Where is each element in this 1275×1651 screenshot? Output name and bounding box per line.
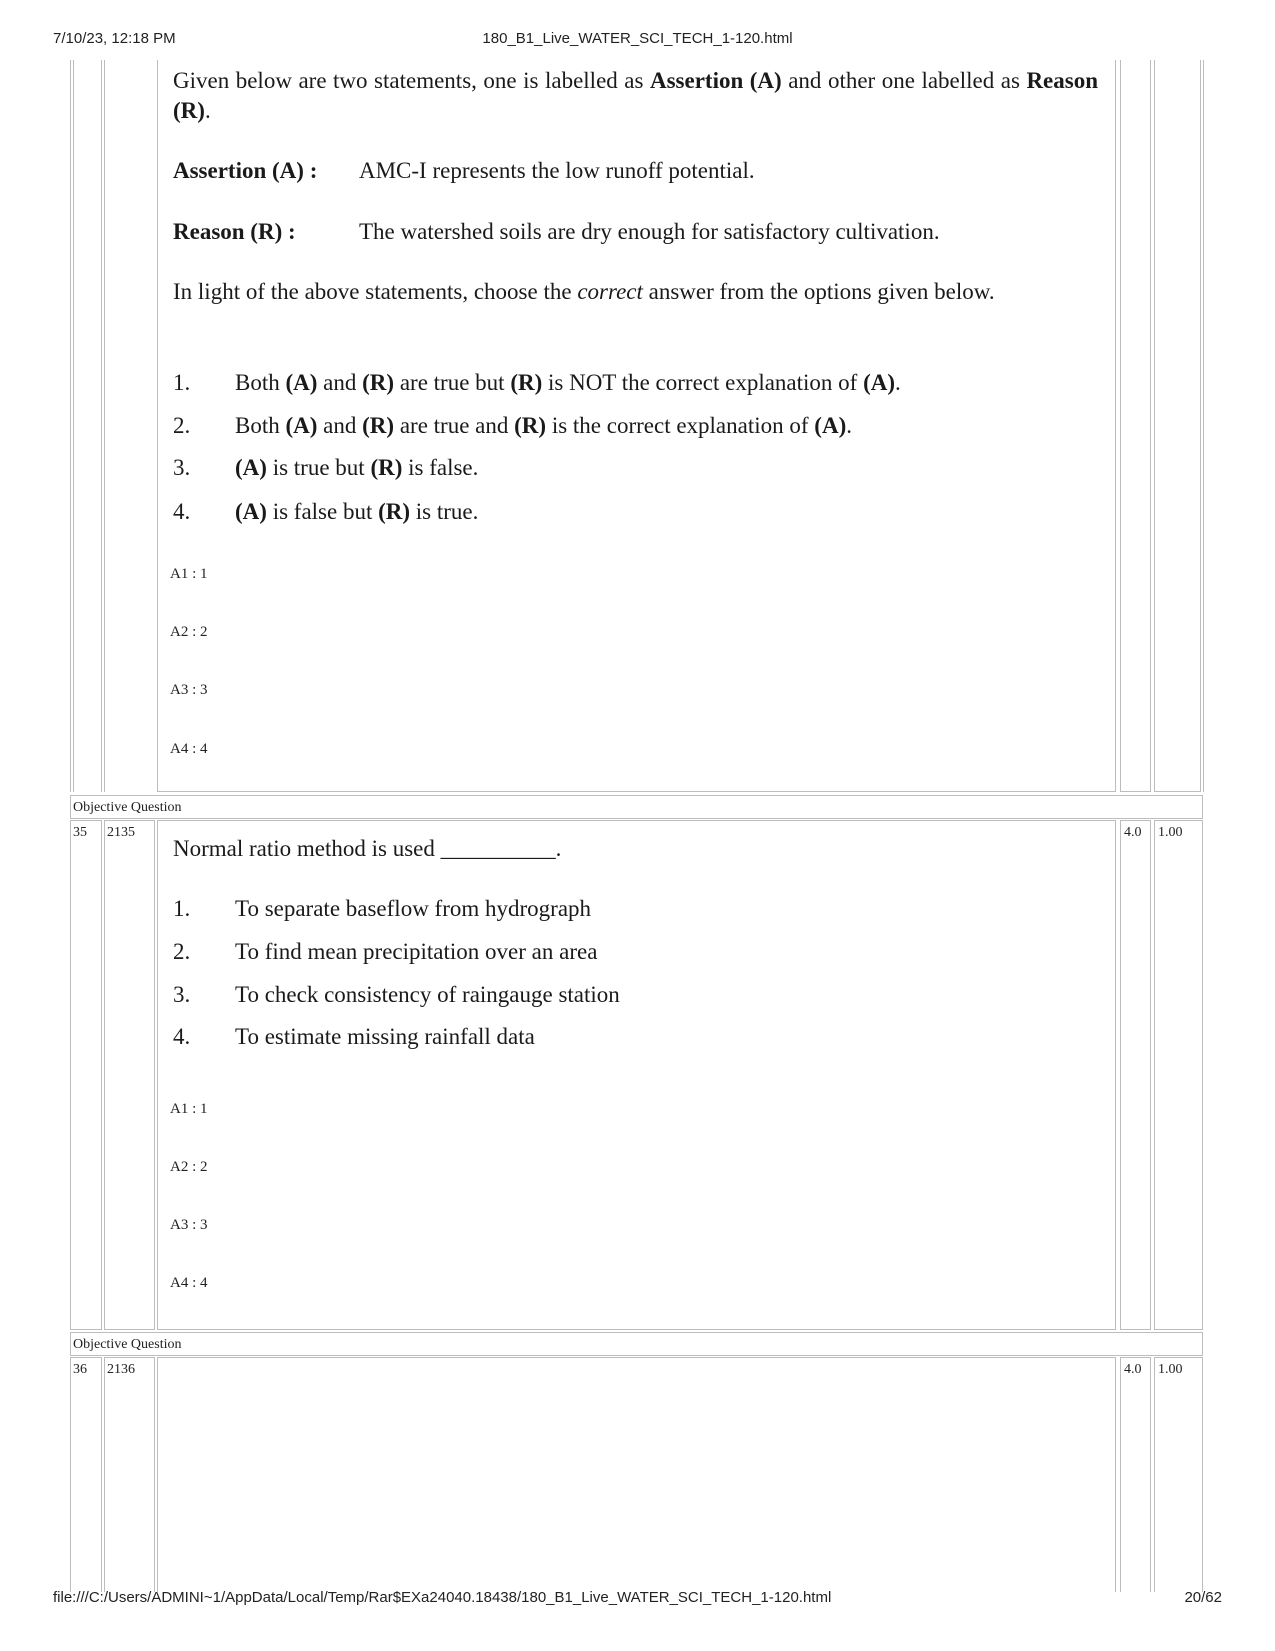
marks-value: 4.0: [1124, 1362, 1142, 1377]
reason-label: Reason (R) :: [173, 219, 296, 244]
negative-marks-cell: [1154, 820, 1203, 1330]
answer-option: A2 : 2: [170, 1159, 208, 1175]
question-id: 2135: [107, 825, 135, 840]
page-number: 20/62: [1184, 1589, 1222, 1606]
question-stem: Normal ratio method is used __________.: [173, 836, 562, 861]
print-footer: [0, 1589, 1275, 1609]
option-item: 4. (A) is false but (R) is true.: [173, 499, 479, 524]
serial-cell: [70, 1357, 102, 1592]
reason-text: The watershed soils are dry enough for satisfactory cultivation.: [359, 219, 940, 244]
marks-cell: [1120, 60, 1151, 792]
option-item: 3. (A) is true but (R) is false.: [173, 455, 479, 480]
file-path: file:///C:/Users/ADMINI~1/AppData/Local/Temp/Rar$EXa24040.18438/180_B1_Live_WATER_SCI_TECH_1-120.html: [53, 1589, 832, 1606]
option-item: 3. To check consistency of raingauge station: [173, 982, 620, 1007]
reason-statement: [173, 217, 940, 247]
question-type-label: Objective Question: [73, 800, 182, 815]
table-border: [104, 60, 105, 792]
table-border: [70, 60, 71, 792]
answer-option: A4 : 4: [170, 741, 208, 757]
serial-cell: [70, 820, 102, 1330]
negative-marks-value: 1.00: [1158, 825, 1183, 840]
table-border: [101, 60, 102, 792]
answer-option: A1 : 1: [170, 1101, 208, 1117]
assertion-statement: [173, 156, 755, 186]
option-item: 2. Both (A) and (R) are true and (R) is the correct explanation of (A).: [173, 413, 852, 438]
table-border: [73, 60, 74, 792]
answer-option: A2 : 2: [170, 624, 208, 640]
option-item: 1. To separate baseflow from hydrograph: [173, 896, 592, 921]
question-id-cell: [104, 1357, 155, 1592]
question-type-row: [70, 795, 1203, 819]
marks-value: 4.0: [1124, 825, 1142, 840]
answer-option: A4 : 4: [170, 1275, 208, 1291]
print-page-title: 180_B1_Live_WATER_SCI_TECH_1-120.html: [482, 30, 793, 47]
marks-cell: [1120, 820, 1151, 1330]
question-serial: 35: [73, 825, 87, 840]
print-datetime: 7/10/23, 12:18 PM: [53, 30, 176, 47]
question-id-cell: [104, 820, 155, 1330]
question-stem: Given below are two statements, one is labelled as Assertion (A) and other one labelled as Reason (R).: [173, 68, 1098, 123]
question-type-label: Objective Question: [73, 1337, 182, 1352]
negative-marks-cell: [1154, 1357, 1203, 1592]
option-item: 1. Both (A) and (R) are true but (R) is NOT the correct explanation of (A).: [173, 370, 901, 395]
option-item: 4. To estimate missing rainfall data: [173, 1024, 535, 1049]
answer-option: A3 : 3: [170, 1217, 208, 1233]
question-instruction: In light of the above statements, choose the correct answer from the options given below.: [173, 279, 995, 304]
question-type-row: [70, 1332, 1203, 1356]
answer-option: A3 : 3: [170, 682, 208, 698]
answer-option: A1 : 1: [170, 566, 208, 582]
question-36-cell: [157, 1357, 1116, 1592]
assertion-label: Assertion (A) :: [173, 158, 318, 183]
question-serial: 36: [73, 1362, 87, 1377]
option-item: 2. To find mean precipitation over an area: [173, 939, 598, 964]
negative-marks-cell: [1154, 60, 1201, 792]
question-id: 2136: [107, 1362, 135, 1377]
assertion-text: AMC-I represents the low runoff potential.: [359, 158, 755, 183]
marks-cell: [1120, 1357, 1151, 1592]
table-border: [1203, 60, 1204, 792]
print-header: [0, 30, 1275, 50]
negative-marks-value: 1.00: [1158, 1362, 1183, 1377]
